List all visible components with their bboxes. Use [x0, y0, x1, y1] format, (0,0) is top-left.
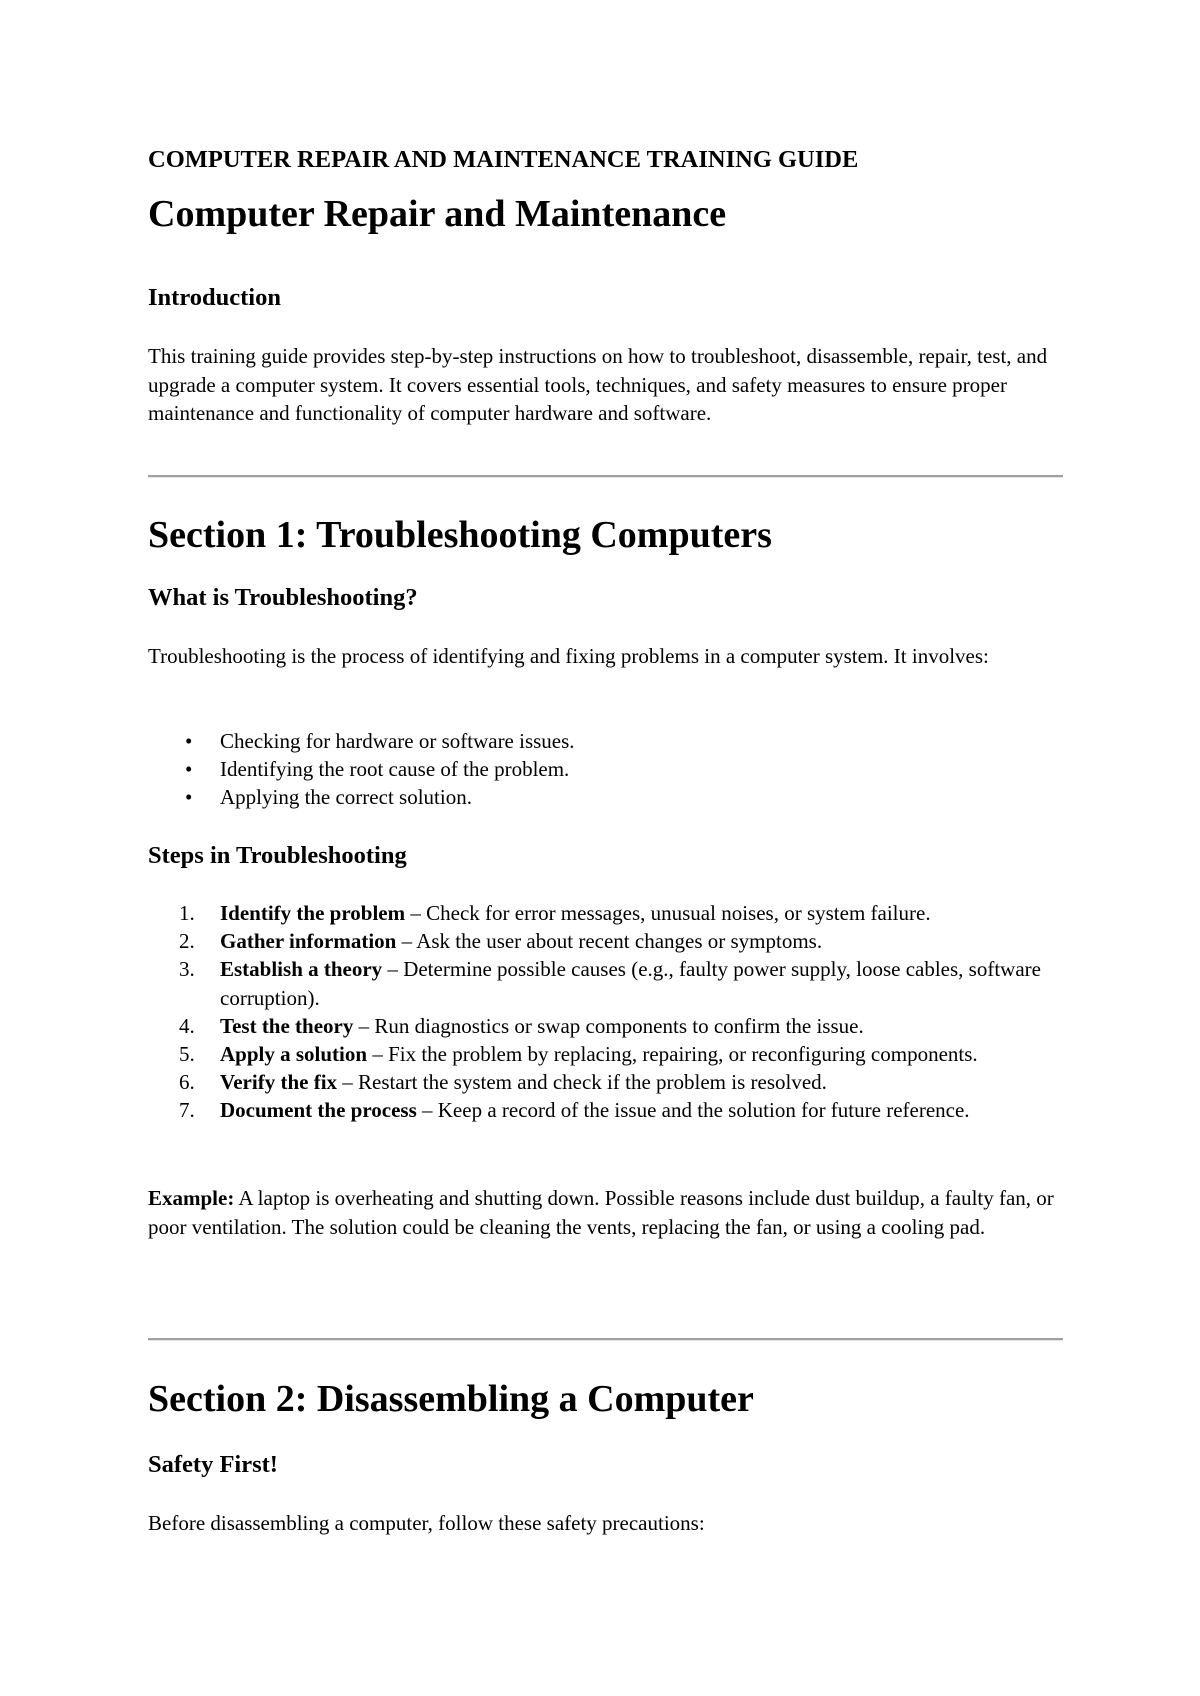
- step-number: 2.: [179, 929, 195, 954]
- list-item-text: Identifying the root cause of the problem.: [220, 757, 570, 782]
- step-term: Gather information: [220, 929, 397, 954]
- list-item: [148, 1096, 1068, 1124]
- step-term: Identify the problem: [220, 901, 406, 925]
- step-number: 3.: [179, 957, 195, 982]
- bullet-icon: •: [185, 757, 193, 782]
- list-item: [148, 783, 1068, 811]
- section1-what-heading: What is Troubleshooting?: [148, 584, 418, 611]
- step-number: 7.: [179, 1098, 195, 1123]
- section1-what-paragraph: Troubleshooting is the process of identifying and fixing problems in a computer system. It involves:: [148, 644, 989, 668]
- step-term: Verify the fix: [220, 1070, 338, 1095]
- list-item: [148, 899, 1068, 927]
- horizontal-rule: [148, 475, 1063, 478]
- section2-safety-heading: Safety First!: [148, 1451, 278, 1478]
- list-item: [148, 955, 1068, 1011]
- document-header: COMPUTER REPAIR AND MAINTENANCE TRAINING GUIDE: [148, 146, 859, 173]
- step-description: – Ask the user about recent changes or symptoms.: [396, 929, 823, 954]
- step-number: 1.: [179, 901, 195, 925]
- document-title: Computer Repair and Maintenance: [148, 193, 727, 235]
- step-term: Apply a solution: [220, 1042, 368, 1067]
- step-term: Test the theory: [220, 1013, 354, 1038]
- list-item-text: Checking for hardware or software issues.: [220, 729, 575, 753]
- example-label: Example:: [148, 1186, 235, 1210]
- step-number: 6.: [179, 1070, 195, 1095]
- list-item: [148, 1040, 1068, 1068]
- example-paragraph: [148, 1184, 1068, 1241]
- step-number: 4.: [179, 1013, 195, 1038]
- bullet-icon: •: [185, 729, 193, 753]
- list-item-text: Applying the correct solution.: [220, 785, 472, 810]
- troubleshooting-steps-list: [148, 899, 1068, 1125]
- section1-steps-heading: Steps in Troubleshooting: [148, 842, 407, 869]
- section2-title: Section 2: Disassembling a Computer: [148, 1378, 754, 1420]
- list-item: [148, 1068, 1068, 1096]
- horizontal-rule: [148, 1338, 1063, 1341]
- step-number: 5.: [179, 1042, 195, 1067]
- step-term: Document the process: [220, 1098, 417, 1123]
- step-description: – Keep a record of the issue and the solution for future reference.: [416, 1098, 970, 1123]
- step-description: – Run diagnostics or swap components to confirm the issue.: [353, 1013, 864, 1038]
- step-description: – Determine possible causes (e.g., faulty power supply, loose cables, software corruption).: [220, 957, 1041, 1010]
- step-description: – Fix the problem by replacing, repairing, or reconfiguring components.: [367, 1042, 978, 1067]
- step-description: – Check for error messages, unusual noises, or system failure.: [405, 901, 931, 925]
- intro-paragraph: This training guide provides step-by-step instructions on how to troubleshoot, disassemble, repair, test, and upgrade a computer system. It covers essential tools, techniques, and safety measures to ensure proper maintenance and functionality of computer hardware and software.: [148, 344, 1048, 425]
- section1-title: Section 1: Troubleshooting Computers: [148, 514, 772, 556]
- troubleshooting-bullet-list: [148, 727, 1068, 812]
- intro-heading: Introduction: [148, 284, 281, 311]
- example-text: A laptop is overheating and shutting down. Possible reasons include dust buildup, a faulty fan, or poor ventilation. The solution could be cleaning the vents, replacing the fan, or using a cooling pad.: [148, 1186, 1054, 1239]
- list-item: [148, 1012, 1068, 1040]
- list-item: [148, 755, 1068, 783]
- section2-safety-paragraph: Before disassembling a computer, follow these safety precautions:: [148, 1511, 705, 1535]
- bullet-icon: •: [185, 785, 193, 810]
- list-item: [148, 927, 1068, 955]
- list-item: [148, 727, 1068, 755]
- step-description: – Restart the system and check if the problem is resolved.: [337, 1070, 827, 1095]
- step-term: Establish a theory: [220, 957, 383, 982]
